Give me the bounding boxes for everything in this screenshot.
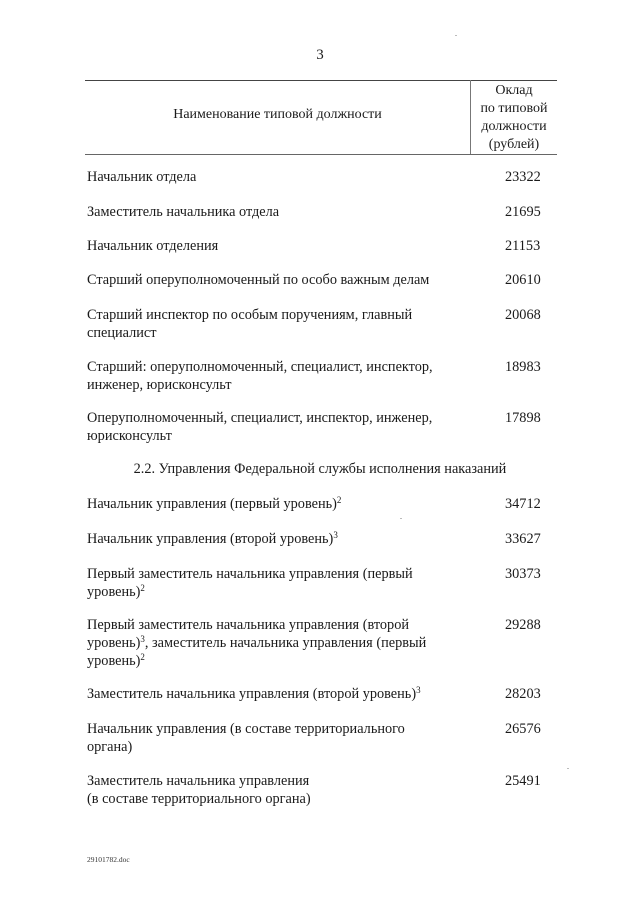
position-name [87,168,469,186]
position-name [87,495,469,513]
position-name [87,720,469,756]
salary-value: 17898 [505,410,541,426]
salary-value: 20068 [505,307,541,323]
position-name-text: Первый заместитель начальника управления (первый [87,566,413,582]
position-name-text: Начальник управления (в составе территориального [87,721,405,737]
header-salary-line: должности [481,119,547,134]
footnote-marker: 2 [140,583,145,593]
position-name-line: Старший: оперуполномоченный, специалист, инспектор, [87,359,433,375]
position-name [87,203,469,221]
salary-value: 21695 [505,204,541,220]
position-name [87,565,469,601]
position-name [87,772,469,808]
position-name-text: уровень) [87,653,141,669]
position-name-text: Первый заместитель начальника управления (второй [87,617,410,633]
position-name-text: Начальник управления (первый уровень) [87,496,337,512]
footnote-marker: 3 [333,530,338,540]
header-position-column: Наименование типовой должности [173,107,382,122]
position-name-text: органа) [87,739,133,755]
salary-value: 26576 [505,721,541,737]
position-name-line: Оперуполномоченный, специалист, инспектор, инженер, [87,410,433,426]
position-name-text: уровень) [87,584,141,600]
salary-value: 20610 [505,272,541,288]
position-name-line: юрисконсульт [87,428,172,444]
header-salary-column [471,82,557,154]
section-title: 2.2. Управления Федеральной службы исполнения наказаний [133,461,507,477]
position-name [87,306,469,342]
header-bottom-rule [85,154,557,155]
position-name-line: Начальник отдела [87,169,197,185]
footnote-marker: 2 [140,652,145,662]
position-name-line: инженер, юрисконсульт [87,377,232,393]
footnote-marker: 3 [416,685,421,695]
salary-value: 23322 [505,169,541,185]
position-name-line: специалист [87,325,157,341]
salary-value: 25491 [505,773,541,789]
scan-speck [455,35,457,36]
footnote-marker: 2 [336,495,342,505]
position-name [87,271,469,289]
header-salary-line: Оклад [495,83,533,98]
position-name [87,616,469,670]
scan-speck [400,518,402,519]
header-salary-line: (рублей) [488,137,540,152]
header-salary-line: по типовой [480,101,548,116]
position-name-line: Старший оперуполномоченный по особо важным делам [87,272,430,288]
table-top-rule [85,80,557,81]
salary-value: 29288 [505,617,541,633]
position-name-line: Начальник отделения [87,238,219,254]
position-name-text: , заместитель начальника управления (первый [144,635,427,651]
salary-value: 18983 [505,359,541,375]
position-name [87,358,469,394]
position-name-text: уровень) [87,635,141,651]
salary-value: 21153 [505,238,541,254]
salary-value: 30373 [505,566,541,582]
position-name [87,237,469,255]
position-name [87,409,469,445]
position-name-text: Начальник управления (второй уровень) [87,531,334,547]
footnote-marker: 3 [140,634,145,644]
position-name [87,530,469,548]
position-name-text: Заместитель начальника управления [87,773,310,789]
position-name-line: Старший инспектор по особым поручениям, главный [87,307,413,323]
salary-value: 28203 [505,686,541,702]
position-name-line: Заместитель начальника отдела [87,204,280,220]
salary-value: 33627 [505,531,541,547]
position-name [87,685,469,703]
scan-speck [567,768,569,769]
position-name-text: (в составе территориального органа) [87,791,311,807]
position-name-text: Заместитель начальника управления (второй уровень) [87,686,417,702]
salary-value: 34712 [505,496,541,512]
page-number: 3 [316,47,324,63]
document-footer: 29101782.doc [87,855,130,864]
